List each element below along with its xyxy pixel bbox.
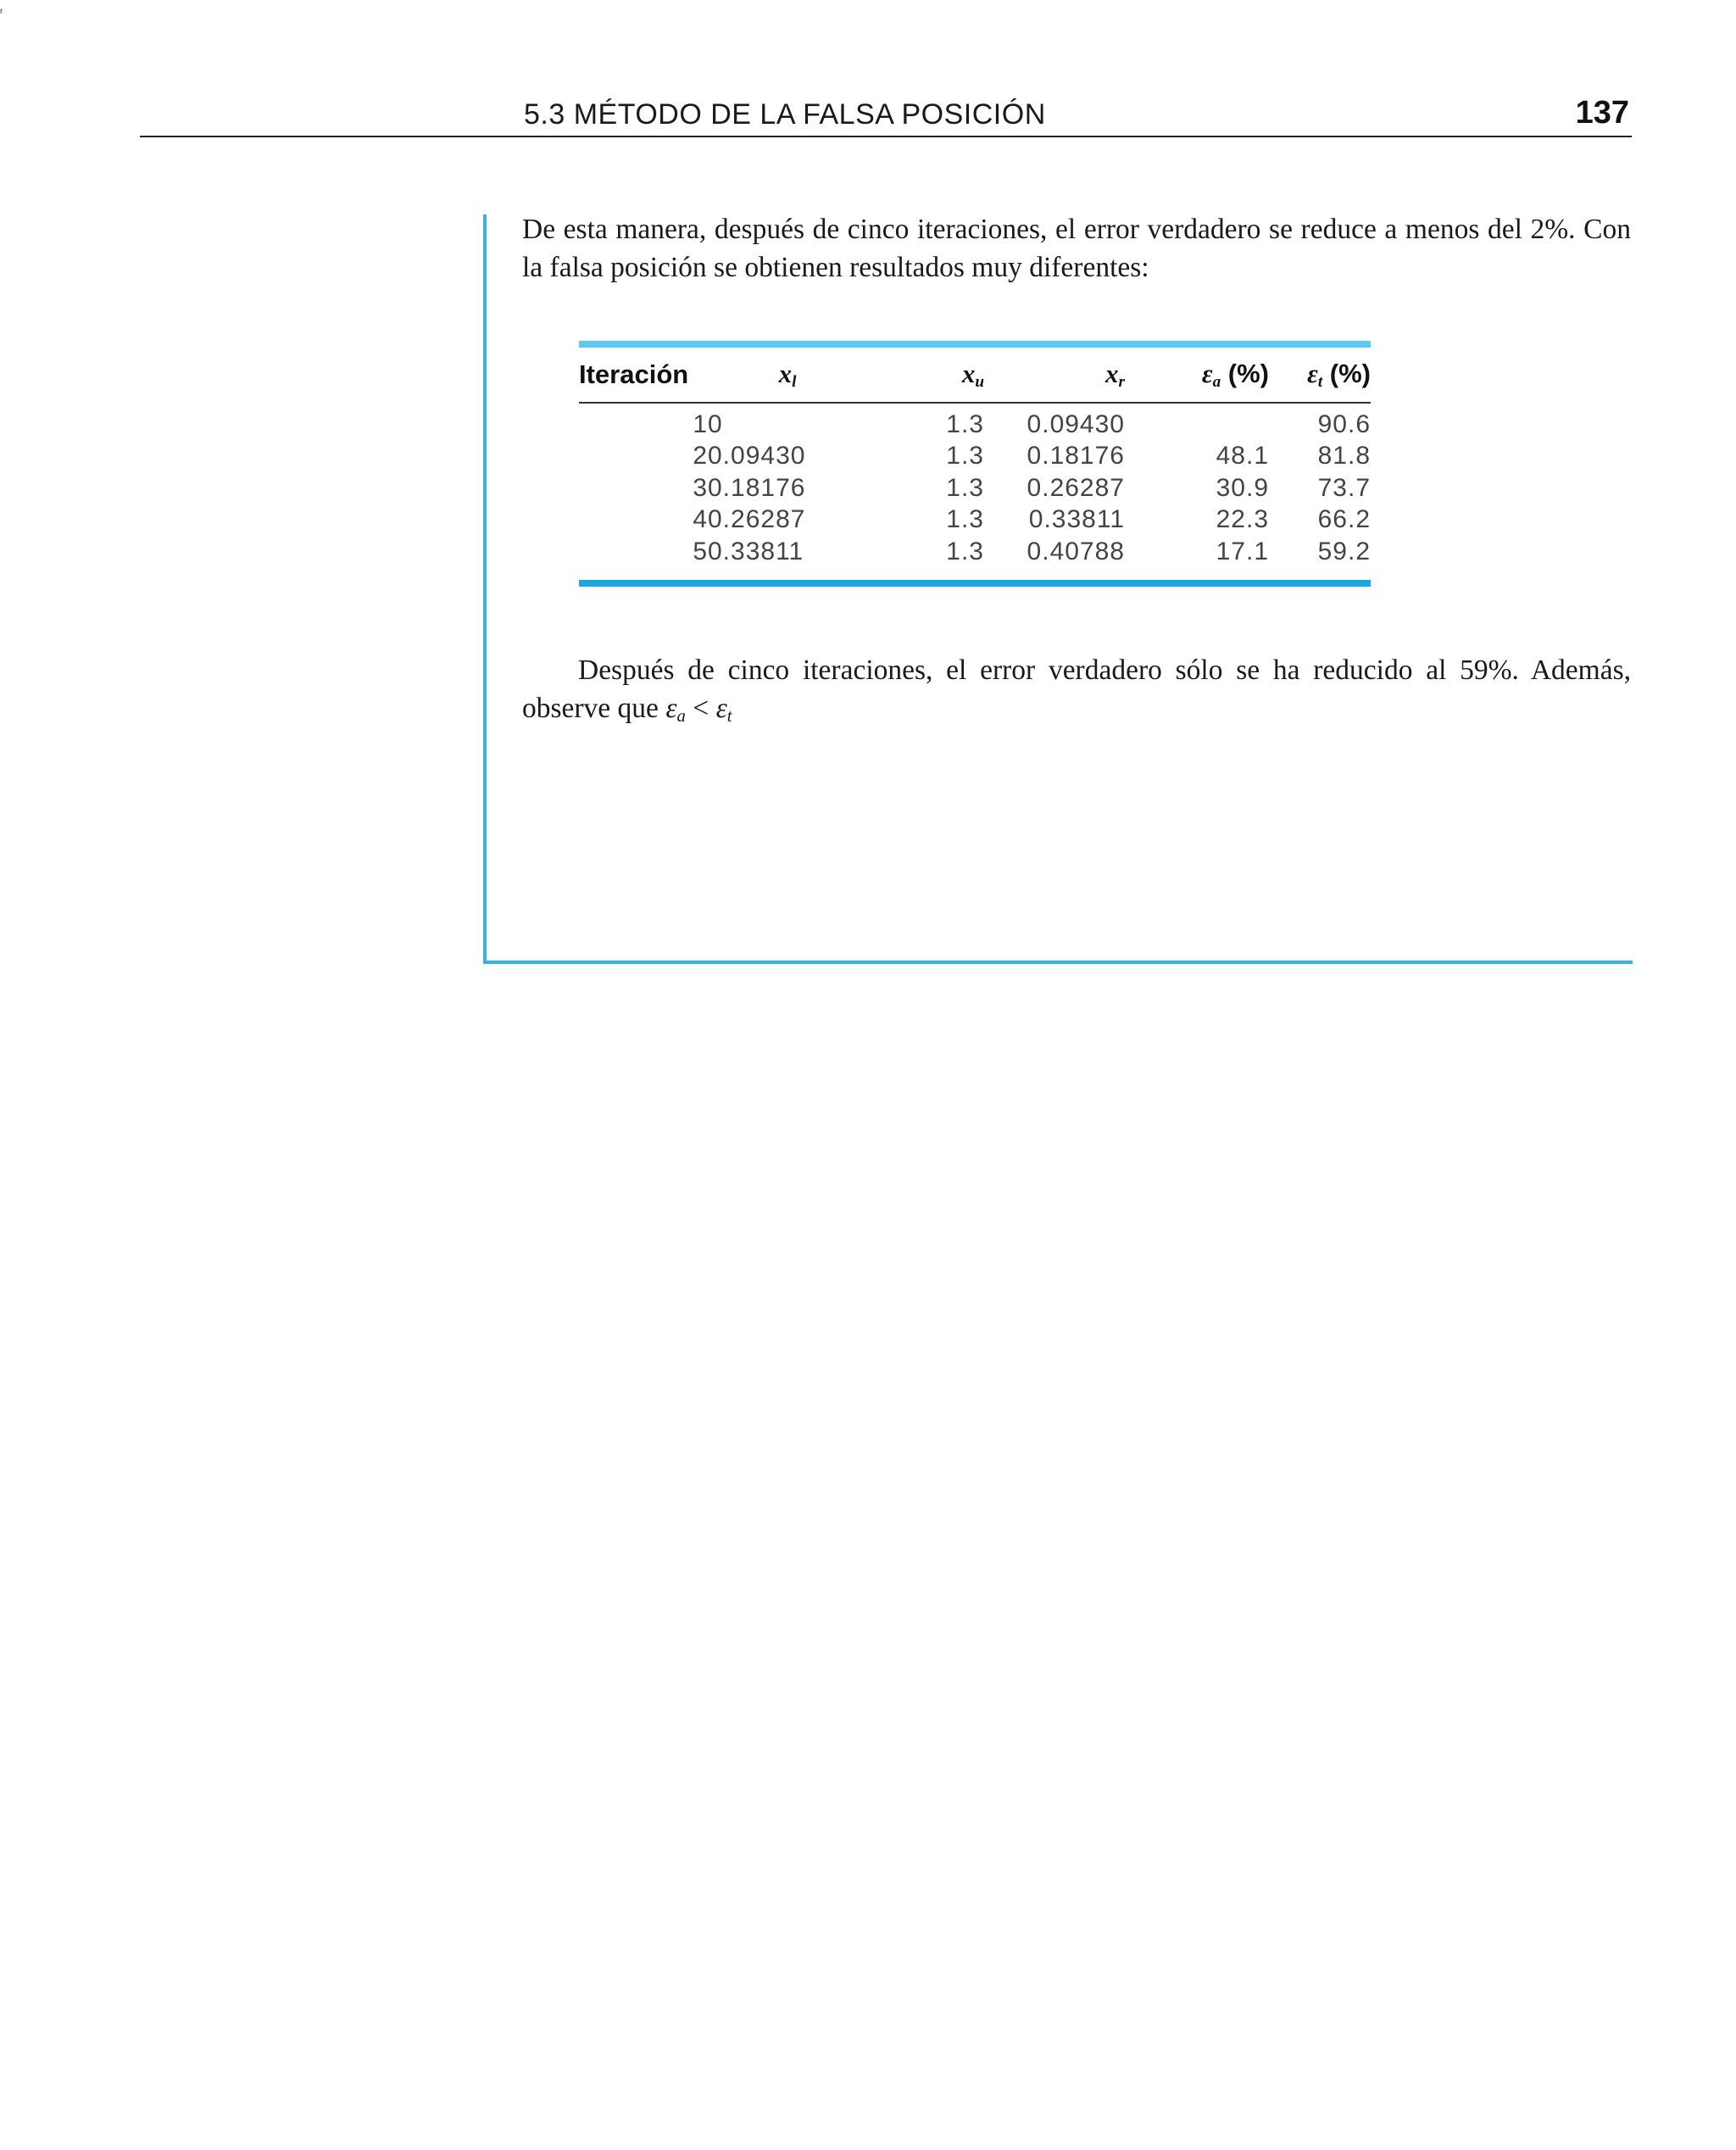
header-et: $\varepsilon_t$ (%): [1307, 358, 1371, 391]
table-bottom-rule: [579, 580, 1371, 587]
cell-ea: 22.3: [1216, 505, 1269, 534]
cell-xu: 1.3: [946, 442, 984, 471]
table-row: [579, 472, 1371, 504]
cell-iteration: 3: [693, 473, 708, 502]
header-xu: $x_u$: [961, 358, 984, 391]
example-left-bar: [483, 214, 487, 964]
cell-et: 66.2: [1317, 505, 1371, 534]
table-row: [579, 441, 1371, 473]
cell-xr: 0.33811: [1028, 505, 1125, 534]
cell-xr: 0.18176: [1027, 442, 1125, 471]
cell-xu: 1.3: [946, 505, 984, 534]
table-header-row: [579, 348, 1371, 402]
cell-xl: 0.09430: [708, 442, 806, 471]
cell-xu: 1.3: [946, 537, 984, 565]
iteration-table: [579, 341, 1371, 587]
cell-xl: 0.18176: [708, 473, 806, 502]
header-iteration: Iteración: [579, 359, 689, 389]
page-number: 137: [1575, 95, 1629, 131]
cell-xl: 0: [708, 409, 723, 438]
table-top-rule: [579, 341, 1371, 348]
cell-xr: 0.09430: [1027, 409, 1125, 438]
cell-et: 90.6: [1317, 409, 1371, 438]
cell-iteration: 1: [693, 409, 708, 438]
example-intro-paragraph: De esta manera, después de cinco iteraciones, el error verdadero se reduce a menos del 2%. Con la falsa posición se obtienen resultados muy diferentes:: [522, 214, 1631, 284]
running-head: 5.3 MÉTODO DE LA FALSA POSICIÓN: [524, 98, 1046, 131]
cell-et: 73.7: [1317, 473, 1371, 502]
header-xr: $x_r$: [1105, 358, 1125, 391]
cell-ea: 30.9: [1216, 473, 1269, 502]
cell-ea: 48.1: [1216, 442, 1269, 471]
cell-xl: 0.33811: [708, 537, 804, 565]
table-row: [579, 536, 1371, 568]
cell-xl: 0.26287: [708, 505, 806, 534]
cell-et: 59.2: [1317, 537, 1371, 565]
table-row: [579, 504, 1371, 537]
header-ea: $\varepsilon_a$ (%): [1201, 358, 1269, 391]
cell-iteration: 4: [693, 505, 708, 534]
header-xl: $x_l$: [778, 358, 797, 391]
cell-xu: 1.3: [946, 473, 984, 502]
header-rule: [140, 136, 1632, 137]
example-bottom-rule: [483, 961, 1633, 964]
cell-ea: [1125, 409, 1269, 441]
cell-xr: 0.26287: [1027, 473, 1125, 502]
data-table: [579, 348, 1371, 568]
table-row: [579, 409, 1371, 441]
cell-iteration: 2: [693, 442, 708, 471]
example-conclusion-paragraph: Después de cinco iteraciones, el error verdadero sólo se ha reducido al 59%. Además, observe que $\varepsilon_a < \varepsilon_t$: [522, 654, 1631, 727]
cell-ea: 17.1: [1216, 537, 1269, 565]
cell-et: 81.8: [1317, 442, 1371, 471]
cell-xu: 1.3: [946, 409, 984, 438]
cell-xr: 0.40788: [1027, 537, 1125, 565]
cell-iteration: 5: [693, 537, 708, 565]
